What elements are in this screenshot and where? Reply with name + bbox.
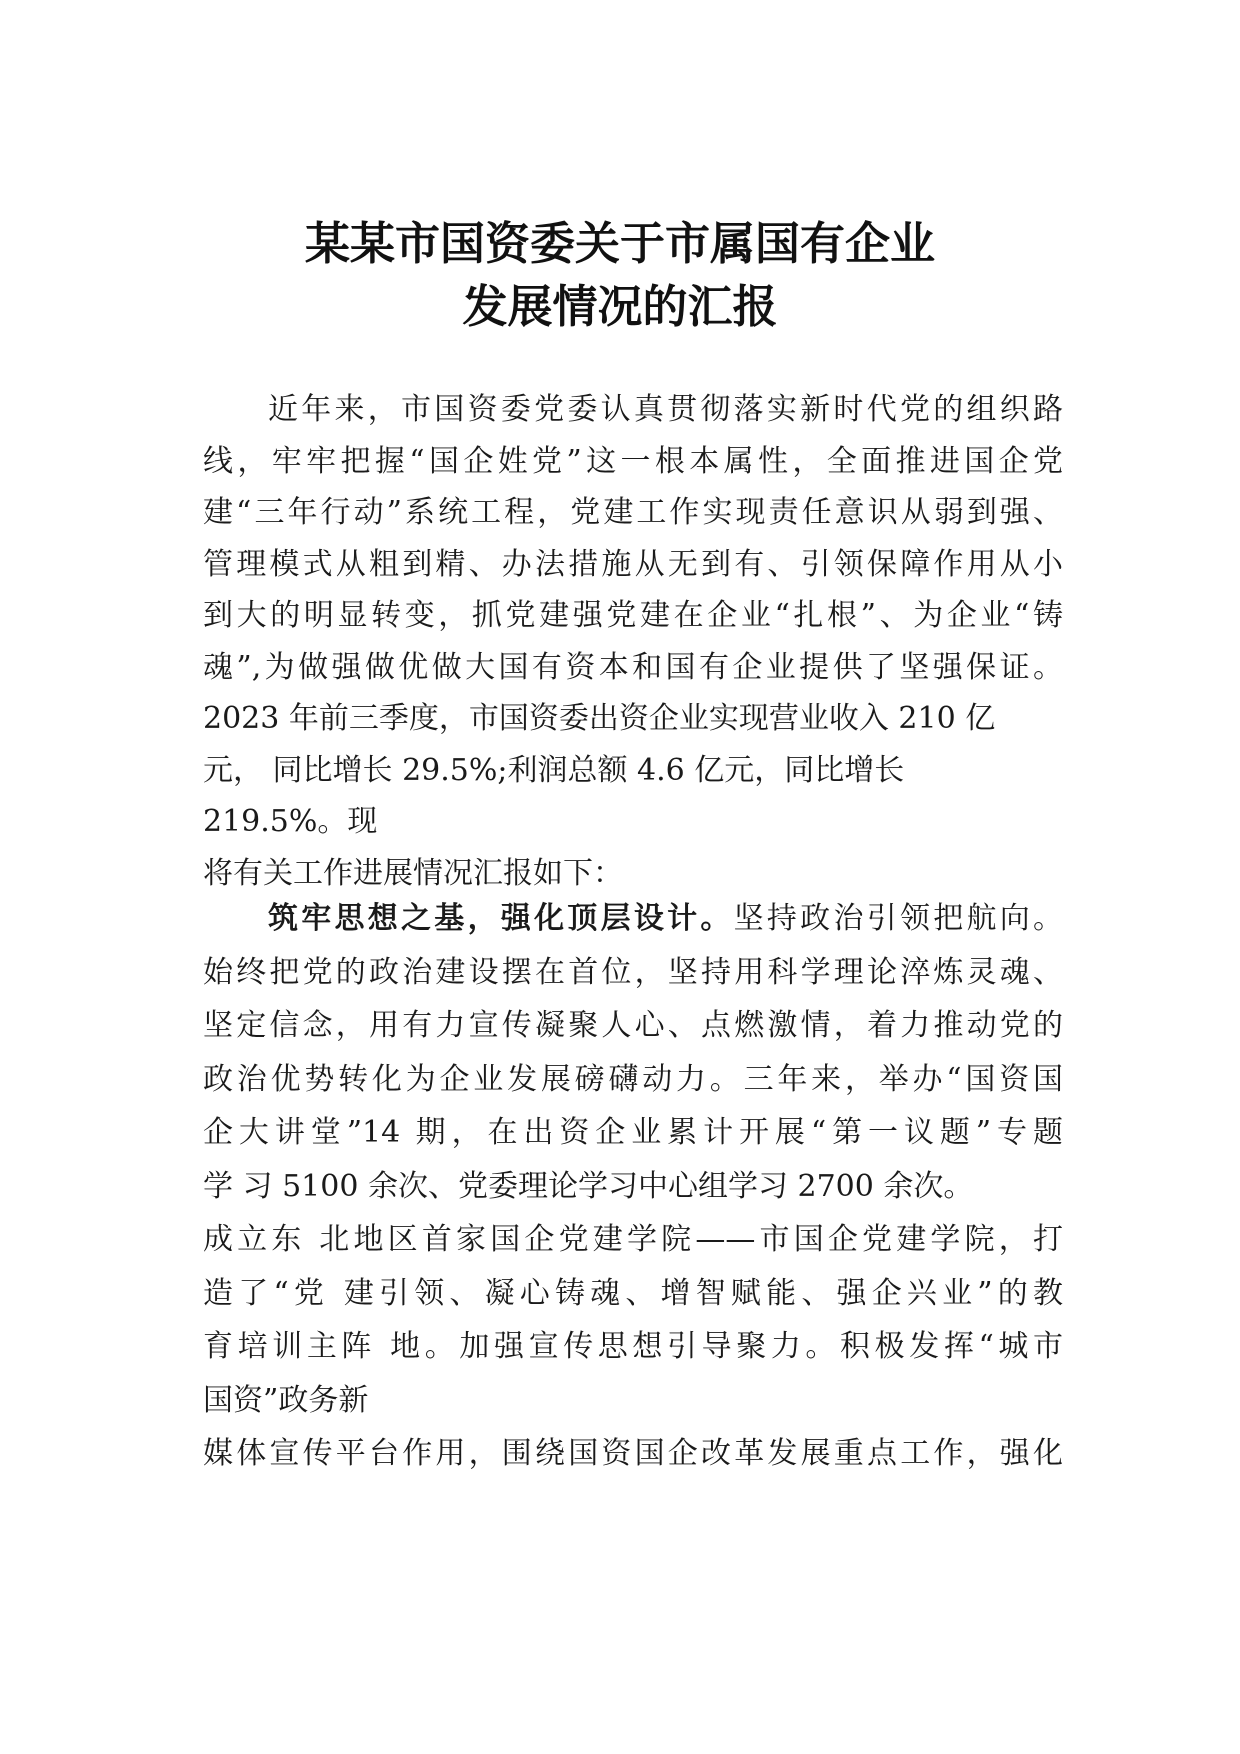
paragraph-line: 219.5%。现 xyxy=(203,804,378,839)
paragraph-line: 线，牢牢把握“国企姓党”这一根本属性，全面推进国企党 xyxy=(203,443,1063,479)
paragraph-line: 企大讲堂”14 期，在出资企业累计开展“第一议题”专题 xyxy=(203,1115,1063,1150)
paragraph-line: 媒体宣传平台作用，围绕国资国企改革发展重点工作，强化 xyxy=(203,1436,1063,1471)
paragraph-line: 近年来，市国资委党委认真贯彻落实新时代党的组织路 xyxy=(268,392,1063,427)
paragraph-line: 政治优势转化为企业发展磅礴动力。三年来，举办“国资国 xyxy=(203,1061,1063,1097)
paragraph-line: 国资”政务新 xyxy=(203,1382,369,1418)
title-line-2: 发展情况的汇报 xyxy=(462,280,778,333)
title-line-1: 某某市国资委关于市属国有企业 xyxy=(304,217,935,270)
section-heading: 筑牢思想之基，强化顶层设计。 xyxy=(268,901,734,936)
paragraph-line: 成立东 北地区首家国企党建学院——市国企党建学院，打 xyxy=(203,1222,1063,1257)
paragraph-line: 2023 年前三季度，市国资委出资企业实现营业收入 210 亿 xyxy=(203,701,996,736)
paragraph-intro xyxy=(203,384,1063,899)
paragraph-line: 将有关工作进展情况汇报如下： xyxy=(203,855,623,891)
document-title xyxy=(0,212,1240,338)
paragraph-line: 元， 同比增长 29.5%;利润总额 4.6 亿元，同比增长 xyxy=(203,752,905,788)
paragraph-line: 管理模式从粗到精、办法措施从无到有、引领保障作用从小 xyxy=(203,546,1063,582)
paragraph-line: 育培训主阵 地。加强宣传思想引导聚力。积极发挥“城市 xyxy=(203,1329,1063,1364)
paragraph-line-rest: 坚持政治引领把航向。 xyxy=(733,901,1064,936)
paragraph-line: 魂”,为做强做优做大国有资本和国有企业提供了坚强保证。 xyxy=(203,649,1063,685)
paragraph-first-line xyxy=(203,892,1063,946)
paragraph-line: 建“三年行动”系统工程，党建工作实现责任意识从弱到强、 xyxy=(203,495,1063,530)
paragraph-section-1 xyxy=(203,892,1063,1481)
paragraph-line: 造了“党 建引领、凝心铸魂、增智赋能、强企兴业”的教 xyxy=(203,1275,1063,1311)
paragraph-line: 坚定信念，用有力宣传凝聚人心、点燃激情，着力推动党的 xyxy=(203,1008,1063,1043)
paragraph-line: 始终把党的政治建设摆在首位，坚持用科学理论淬炼灵魂、 xyxy=(203,954,1063,990)
paragraph-line: 到大的明显转变，抓党建强党建在企业“扎根”、为企业“铸 xyxy=(203,598,1063,633)
paragraph-line: 学 习 5100 余次、党委理论学习中心组学习 2700 余次。 xyxy=(203,1168,974,1204)
